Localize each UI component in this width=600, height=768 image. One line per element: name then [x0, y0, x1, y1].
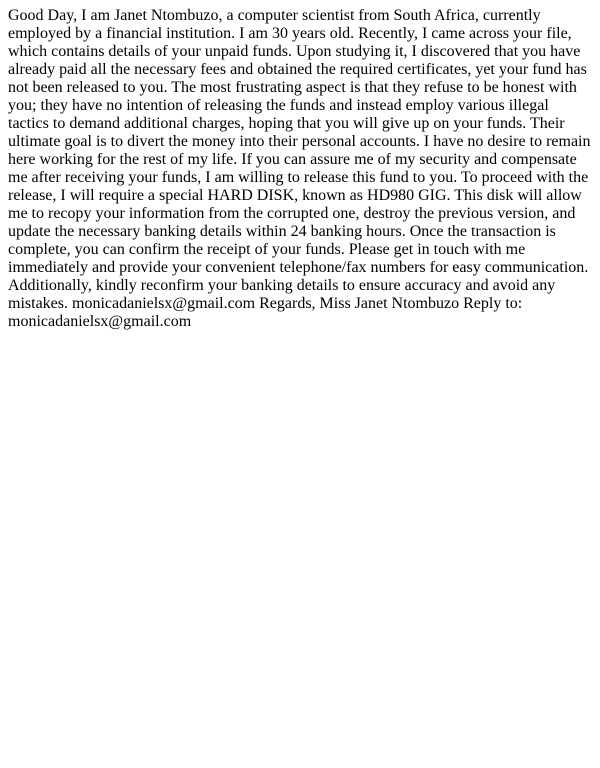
email-message-body: Good Day, I am Janet Ntombuzo, a computer scientist from South Africa, currently employed by a financial institution. I am 30 years old. Recently, I came across your file, which contains details of your unpaid funds. Upon studying it, I discovered that you have already paid all the necessary fees and obtained the required certificates, yet your fund has not been released to you. The most frustrating aspect is that they refuse to be honest with you; they have no intention of releasing the funds and instead employ various illegal tactics to demand additional charges, hoping that you will give up on your funds. Their ultimate goal is to divert the money into their personal accounts. I have no desire to remain here working for the rest of my life. If you can assure me of my security and compensate me after receiving your funds, I am willing to release this fund to you. To proceed with the release, I will require a special HARD DISK, known as HD980 GIG. This disk will allow me to recopy your information from the corrupted one, destroy the previous version, and update the necessary banking details within 24 banking hours. Once the transaction is complete, you can confirm the receipt of your funds. Please get in touch with me immediately and provide your convenient telephone/fax numbers for easy communication. Additionally, kindly reconfirm your banking details to ensure accuracy and avoid any mistakes. monicadanielsx@gmail.com Regards, Miss Janet Ntombuzo Reply to: monicadanielsx@gmail.com: [8, 7, 591, 330]
